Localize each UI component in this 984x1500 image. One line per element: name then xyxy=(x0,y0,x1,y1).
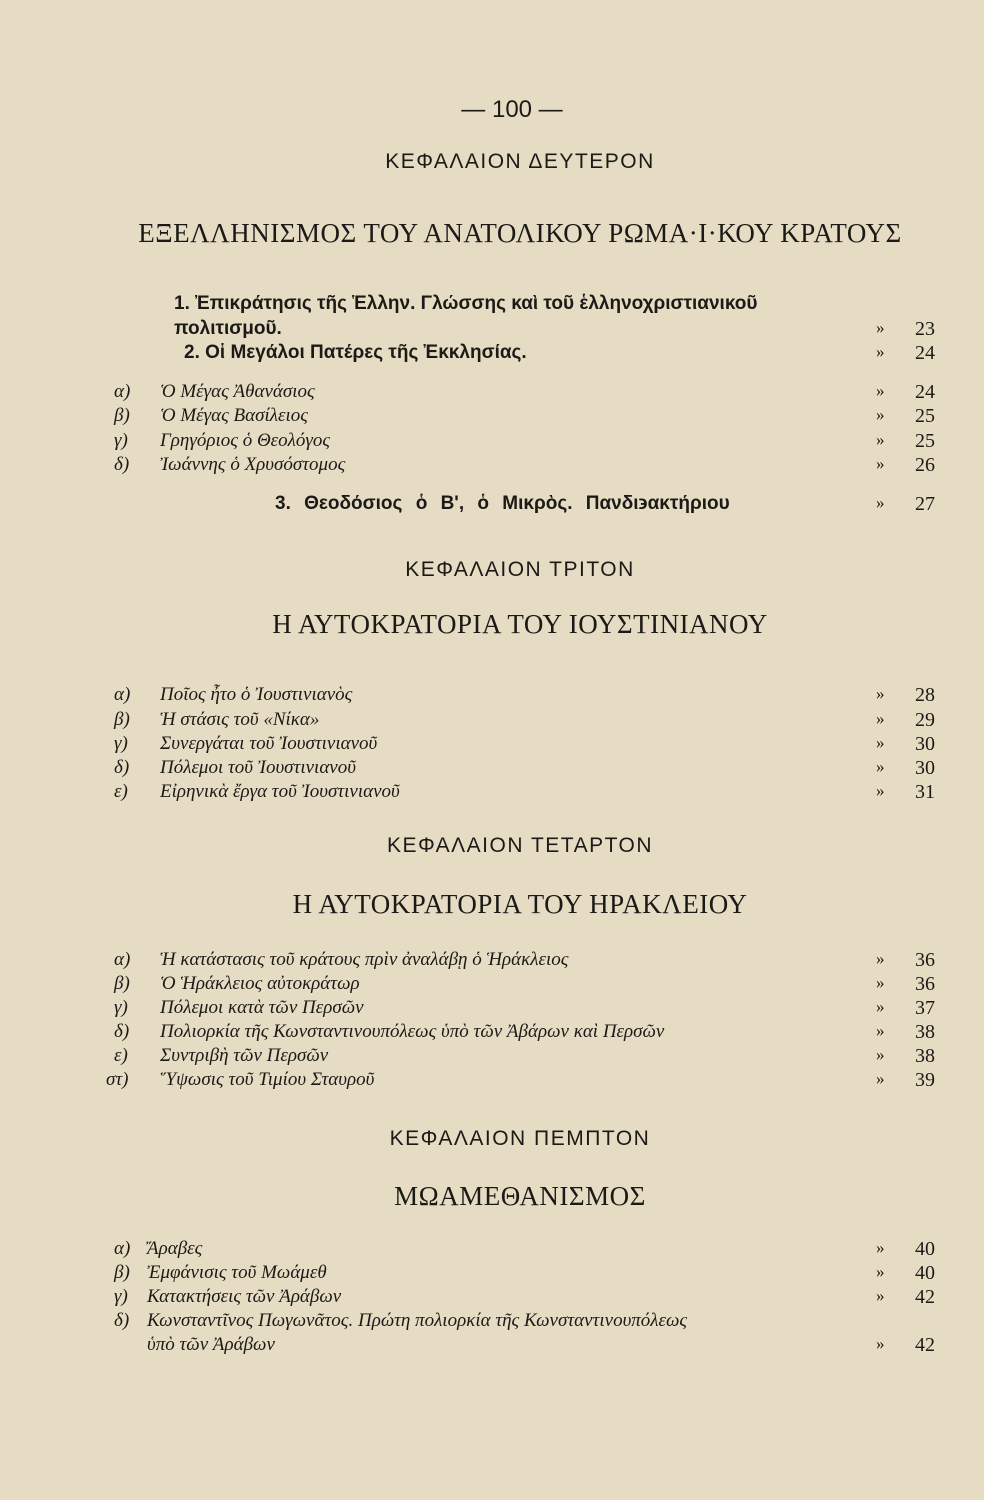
entry-label: στ) xyxy=(106,1069,129,1090)
page-ref: 38 xyxy=(915,1021,935,1043)
entry-text: Συνεργάται τοῦ Ἰουστινιανοῦ xyxy=(160,733,378,754)
ditto-mark: » xyxy=(876,405,885,424)
ditto-mark: » xyxy=(876,1334,885,1353)
ditto-mark: » xyxy=(876,733,885,752)
toc-entry xyxy=(0,1262,984,1288)
entry-label: ε) xyxy=(114,781,128,802)
page-ref: 42 xyxy=(915,1286,935,1308)
chapter-4-heading: ΚΕΦΑΛΑΙΟΝ ΤΕΤΑΡΤΟΝ xyxy=(386,834,654,857)
toc-entry xyxy=(0,1286,984,1312)
chapter-5-heading: ΚΕΦΑΛΑΙΟΝ ΠΕΜΠΤΟΝ xyxy=(389,1127,651,1150)
toc-entry xyxy=(0,381,984,407)
ditto-mark: » xyxy=(876,973,885,992)
page-ref: 29 xyxy=(915,709,935,731)
entry-label: γ) xyxy=(114,1286,128,1307)
toc-entry xyxy=(0,757,984,783)
toc-entry xyxy=(0,973,984,999)
page-number: — 100 — xyxy=(461,96,563,123)
entry-label: ε) xyxy=(114,1045,128,1066)
ch2-section-1-line1: 1. Ἐπικράτησις τῆς Ἑλλην. Γλώσσης καὶ τοῦ ἑλληνοχριστιανικοῦ xyxy=(174,293,758,314)
toc-entry xyxy=(0,781,984,807)
entry-label: α) xyxy=(114,949,131,970)
ditto-mark: » xyxy=(876,997,885,1016)
ditto-mark: » xyxy=(876,1238,885,1257)
ditto-mark: » xyxy=(876,781,885,800)
entry-label: γ) xyxy=(114,733,128,754)
ch2-section-1-line2: πολιτισμοῦ. xyxy=(174,318,282,339)
page-ref: 36 xyxy=(915,973,935,995)
ditto-mark: » xyxy=(876,493,885,512)
toc-entry xyxy=(0,997,984,1023)
entry-label: α) xyxy=(114,1238,131,1259)
page-ref: 31 xyxy=(915,781,935,803)
entry-text: Ὁ Ἡράκλειος αὐτοκράτωρ xyxy=(160,973,360,994)
entry-text: Κατακτήσεις τῶν Ἀράβων xyxy=(147,1286,342,1307)
page-ref: 36 xyxy=(915,949,935,971)
page-ref: 40 xyxy=(915,1262,935,1284)
page-ref: 28 xyxy=(915,684,935,706)
page-ref: 30 xyxy=(915,757,935,779)
page-ref: 27 xyxy=(915,493,935,515)
page-ref: 30 xyxy=(915,733,935,755)
ditto-mark: » xyxy=(876,757,885,776)
toc-entry xyxy=(0,454,984,480)
ch2-section-2-row xyxy=(0,342,984,368)
chapter-3-heading: ΚΕΦΑΛΑΙΟΝ ΤΡΙΤΟΝ xyxy=(405,558,635,581)
toc-entry xyxy=(0,1310,984,1336)
toc-entry xyxy=(0,1069,984,1095)
toc-entry xyxy=(0,684,984,710)
ditto-mark: » xyxy=(876,1045,885,1064)
page-ref: 25 xyxy=(915,405,935,427)
entry-text: Εἰρηνικὰ ἔργα τοῦ Ἰουστινιανοῦ xyxy=(160,781,400,802)
page-ref: 26 xyxy=(915,454,935,476)
toc-entry xyxy=(0,1238,984,1264)
ditto-mark: » xyxy=(876,381,885,400)
ditto-mark: » xyxy=(876,1262,885,1281)
entry-text: Ὕψωσις τοῦ Τιμίου Σταυροῦ xyxy=(160,1069,375,1090)
page-ref: 24 xyxy=(915,342,935,364)
entry-text: Ἡ στάσις τοῦ «Νίκα» xyxy=(160,709,320,730)
entry-label: β) xyxy=(114,405,130,426)
toc-entry xyxy=(0,430,984,456)
entry-text: Κωνσταντῖνος Πωγωνᾶτος. Πρώτη πολιορκία τῆς Κωνσταντινουπόλεως xyxy=(147,1310,688,1331)
ditto-mark: » xyxy=(876,949,885,968)
ditto-mark: » xyxy=(876,1286,885,1305)
ditto-mark: » xyxy=(876,318,885,337)
entry-text: Γρηγόριος ὁ Θεολόγος xyxy=(160,430,331,451)
page-ref: 39 xyxy=(915,1069,935,1091)
entry-label: α) xyxy=(114,381,131,402)
entry-text: Ποῖος ἦτο ὁ Ἰουστινιανὸς xyxy=(160,684,353,705)
entry-text: Ἄραβες xyxy=(147,1238,203,1259)
toc-entry xyxy=(0,733,984,759)
entry-text: Πολιορκία τῆς Κωνσταντινουπόλεως ὑπὸ τῶν Ἀβάρων καὶ Περσῶν xyxy=(160,1021,665,1042)
page-ref: 40 xyxy=(915,1238,935,1260)
ditto-mark: » xyxy=(876,342,885,361)
entry-label: δ) xyxy=(114,454,130,475)
ch2-section-3: 3. Θεοδόσιος ὁ Β', ὁ Μικρὸς. Πανδι϶ακτήριου xyxy=(275,493,730,514)
entry-text: Ἡ κατάστασις τοῦ κράτους πρὶν ἀναλάβῃ ὁ Ἡράκλειος xyxy=(160,949,569,970)
entry-label: β) xyxy=(114,973,130,994)
toc-entry xyxy=(0,949,984,975)
entry-text: ὑπὸ τῶν Ἀράβων xyxy=(147,1334,275,1355)
page-ref: 24 xyxy=(915,381,935,403)
ch2-section-2: 2. Οἱ Μεγάλοι Πατέρες τῆς Ἐκκλησίας. xyxy=(184,342,527,363)
page-ref: 42 xyxy=(915,1334,935,1356)
chapter-2-heading: ΚΕΦΑΛΑΙΟΝ ΔΕΥΤΕΡΟΝ xyxy=(385,150,655,173)
page-ref: 38 xyxy=(915,1045,935,1067)
toc-entry-continued xyxy=(0,1334,984,1360)
ch2-section-1-row xyxy=(0,318,984,344)
entry-label: δ) xyxy=(114,1021,130,1042)
entry-text: Συντριβὴ τῶν Περσῶν xyxy=(160,1045,329,1066)
page-ref: 37 xyxy=(915,997,935,1019)
chapter-3-title: Η ΑΥΤΟΚΡΑΤΟΡΙΑ ΤΟΥ ΙΟΥΣΤΙΝΙΑΝΟΥ xyxy=(272,609,768,639)
entry-label: γ) xyxy=(114,430,128,451)
ditto-mark: » xyxy=(876,684,885,703)
entry-text: Ἰωάννης ὁ Χρυσόστομος xyxy=(160,454,346,475)
toc-entry xyxy=(0,1021,984,1047)
ditto-mark: » xyxy=(876,1069,885,1088)
ch2-section-3-row xyxy=(0,493,984,519)
chapter-5-title: ΜΩΑΜΕΘΑΝΙΣΜΟΣ xyxy=(394,1181,646,1211)
entry-text: Ὁ Μέγας Βασίλειος xyxy=(160,405,308,426)
entry-label: δ) xyxy=(114,1310,130,1331)
ditto-mark: » xyxy=(876,709,885,728)
entry-text: Πόλεμοι τοῦ Ἰουστινιανοῦ xyxy=(160,757,356,778)
entry-label: β) xyxy=(114,1262,130,1283)
toc-entry xyxy=(0,709,984,735)
page-ref: 25 xyxy=(915,430,935,452)
entry-text: Ἐμφάνισις τοῦ Μωάμεθ xyxy=(147,1262,327,1283)
toc-entry xyxy=(0,405,984,431)
entry-label: δ) xyxy=(114,757,130,778)
chapter-2-title: ΕΞΕΛΛΗΝΙΣΜΟΣ ΤΟΥ ΑΝΑΤΟΛΙΚΟΥ ΡΩΜΑ·Ι·ΚΟΥ ΚΡΑΤΟΥΣ xyxy=(138,218,902,248)
entry-text: Πόλεμοι κατὰ τῶν Περσῶν xyxy=(160,997,364,1018)
entry-label: β) xyxy=(114,709,130,730)
ditto-mark: » xyxy=(876,430,885,449)
entry-label: α) xyxy=(114,684,131,705)
chapter-4-title: Η ΑΥΤΟΚΡΑΤΟΡΙΑ ΤΟΥ ΗΡΑΚΛΕΙΟΥ xyxy=(292,889,748,919)
ditto-mark: » xyxy=(876,1021,885,1040)
page-ref: 23 xyxy=(915,318,935,340)
toc-entry xyxy=(0,1045,984,1071)
ditto-mark: » xyxy=(876,454,885,473)
entry-label: γ) xyxy=(114,997,128,1018)
entry-text: Ὁ Μέγας Ἀθανάσιος xyxy=(160,381,315,402)
